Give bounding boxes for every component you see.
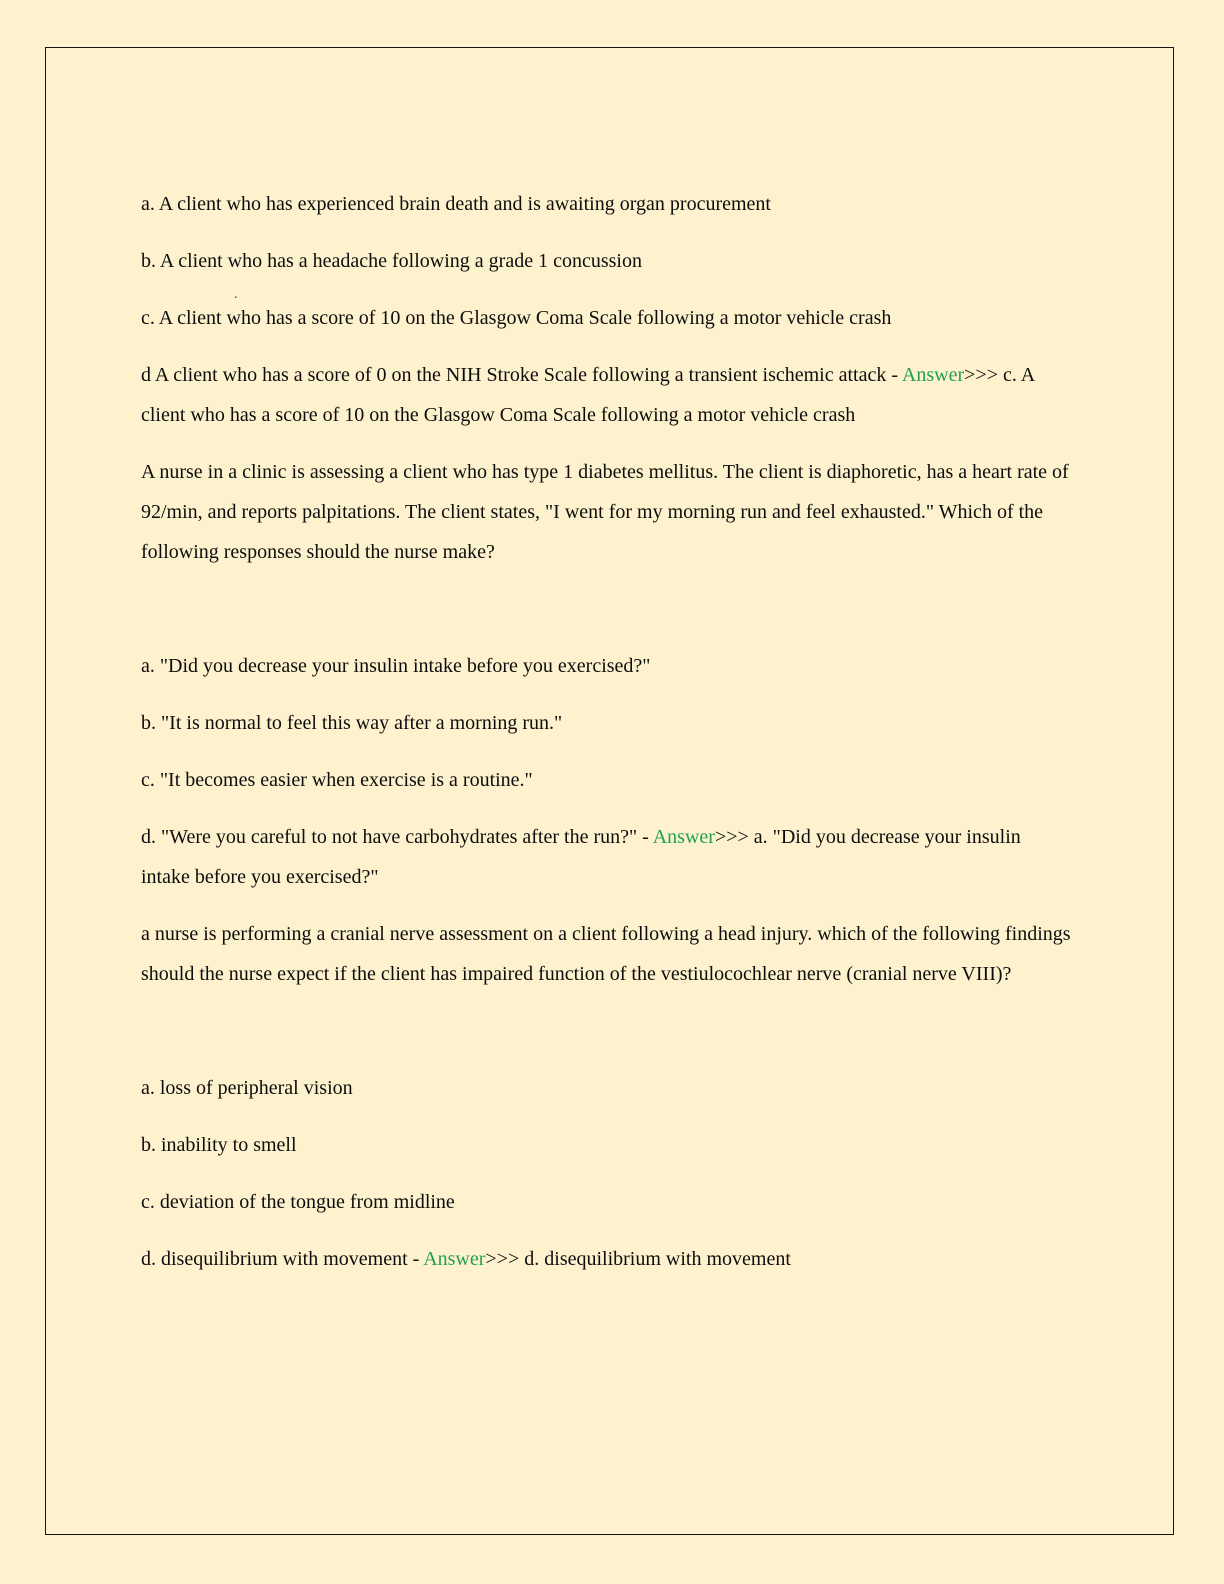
text-run: b. A client who has a headache following a grade 1 concussion bbox=[141, 250, 642, 272]
text-run: a. "Did you decrease your insulin intake before you exercised?" bbox=[141, 655, 651, 677]
text-run: d. disequilibrium with movement - bbox=[141, 1248, 424, 1270]
q1-option-c bbox=[141, 298, 1073, 338]
q1-option-d-with-answer bbox=[141, 355, 1073, 435]
answer-label: Answer bbox=[423, 1248, 486, 1270]
answer-label: Answer bbox=[652, 826, 715, 848]
text-run: >>> d. disequilibrium with movement bbox=[485, 1248, 791, 1270]
text-run: b. inability to smell bbox=[141, 1134, 297, 1156]
document-text-block bbox=[141, 184, 1073, 1296]
spacer bbox=[141, 589, 1073, 629]
q3-option-c bbox=[141, 1182, 1073, 1222]
q2-stem bbox=[141, 452, 1073, 572]
stray-period: . bbox=[234, 287, 238, 302]
q2-option-a bbox=[141, 646, 1073, 686]
text-run: A nurse in a clinic is assessing a client who has type 1 diabetes mellitus. The client is diaphoretic, has a heart rate of 92/min, and reports palpitations. The client states, "I went for my morning run and feel exhausted." Which of the following responses should the nurse make? bbox=[141, 461, 1069, 563]
text-run: a. loss of peripheral vision bbox=[141, 1077, 353, 1099]
text-run: c. A client who has a score of 10 on the Glasgow Coma Scale following a motor vehicle crash bbox=[141, 307, 892, 329]
text-run: a nurse is performing a cranial nerve assessment on a client following a head injury. which of the following findings should the nurse expect if the client has impaired function of the vestiulocochlear nerve (cranial nerve VIII)? bbox=[141, 923, 1071, 985]
q3-option-b bbox=[141, 1125, 1073, 1165]
text-run: >>> c. A client who has a score of 10 on the Glasgow Coma Scale following a motor vehicle crash bbox=[141, 364, 1035, 426]
q3-option-d-with-answer bbox=[141, 1239, 1073, 1279]
q2-option-b bbox=[141, 703, 1073, 743]
q2-option-c bbox=[141, 760, 1073, 800]
answer-label: Answer bbox=[901, 364, 965, 386]
text-run: a. A client who has experienced brain death and is awaiting organ procurement bbox=[141, 193, 771, 215]
spacer bbox=[141, 1011, 1073, 1051]
q3-stem bbox=[141, 914, 1073, 994]
q2-option-d-with-answer bbox=[141, 817, 1073, 897]
text-run: d. "Were you careful to not have carbohydrates after the run?" - bbox=[141, 826, 653, 848]
text-run: b. "It is normal to feel this way after a morning run." bbox=[141, 712, 563, 734]
text-run: c. "It becomes easier when exercise is a routine." bbox=[141, 769, 533, 791]
text-run: d A client who has a score of 0 on the NIH Stroke Scale following a transient ischemic attack - bbox=[141, 364, 902, 386]
text-run: >>> a. "Did you decrease your insulin intake before you exercised?" bbox=[141, 826, 1021, 888]
q1-option-a bbox=[141, 184, 1073, 224]
q1-option-b bbox=[141, 241, 1073, 281]
text-run: c. deviation of the tongue from midline bbox=[141, 1191, 455, 1213]
q3-option-a bbox=[141, 1068, 1073, 1108]
